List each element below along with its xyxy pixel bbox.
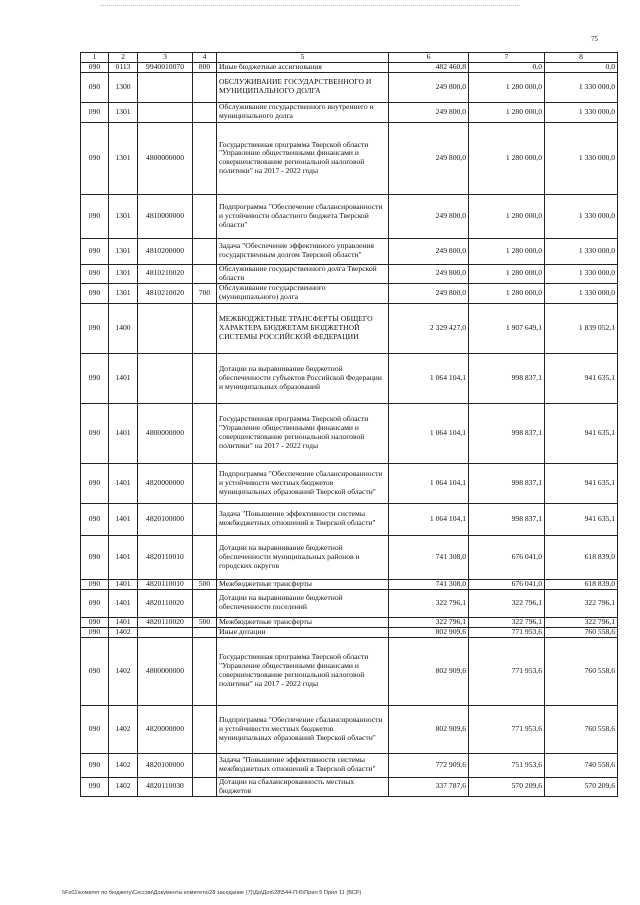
expense-type-cell	[193, 102, 217, 122]
amount-year3-cell: 1 330 000,0	[545, 238, 618, 264]
expense-type-cell: 500	[193, 617, 217, 627]
amount-year2-cell: 1 280 000,0	[469, 283, 545, 303]
table-row	[81, 753, 618, 777]
table-row	[81, 238, 618, 264]
amount-year3-cell: 1 330 000,0	[545, 102, 618, 122]
table-row	[81, 283, 618, 303]
description-cell: Подпрограмма "Обеспечение сбалансированности и устойчивости местных бюджетов муниципальных образований Тверской области"	[217, 705, 389, 753]
amount-year1-cell: 772 909,6	[389, 753, 469, 777]
table-row	[81, 62, 618, 72]
target-article-cell: 4820110020	[138, 589, 193, 617]
amount-year3-cell: 322 796,1	[545, 589, 618, 617]
amount-year2-cell: 1 280 000,0	[469, 194, 545, 238]
description-cell: Иные бюджетные ассигнования	[217, 62, 389, 72]
table-row	[81, 627, 618, 637]
table-row	[81, 102, 618, 122]
budget-table-body	[81, 53, 618, 797]
description-cell: Дотации на выравнивание бюджетной обеспеченности муниципальных районов и городских округов	[217, 535, 389, 579]
section-code-cell: 1401	[109, 535, 138, 579]
table-row	[81, 705, 618, 753]
target-article-cell: 4820000000	[138, 463, 193, 503]
amount-year2-cell: 322 796,1	[469, 617, 545, 627]
section-code-cell: 0113	[109, 62, 138, 72]
section-code-cell: 1402	[109, 705, 138, 753]
target-article-cell	[138, 353, 193, 403]
table-row	[81, 463, 618, 503]
admin-code-cell: 090	[81, 777, 109, 796]
expense-type-cell	[193, 238, 217, 264]
amount-year2-cell: 771 953,6	[469, 627, 545, 637]
description-cell: Дотации на выравнивание бюджетной обеспеченности субъектов Российской Федерации и муниципальных образований	[217, 353, 389, 403]
table-row	[81, 403, 618, 463]
amount-year2-cell: 1 907 649,1	[469, 303, 545, 353]
column-number: 3	[138, 53, 193, 63]
table-row	[81, 303, 618, 353]
amount-year3-cell: 1 330 000,0	[545, 283, 618, 303]
description-cell: Задача "Повышение эффективности системы межбюджетных отношений в Тверской области"	[217, 753, 389, 777]
table-row	[81, 194, 618, 238]
section-code-cell: 1401	[109, 463, 138, 503]
description-cell: Задача "Обеспечение эффективного управления государственным долгом Тверской области"	[217, 238, 389, 264]
amount-year3-cell: 941 635,1	[545, 503, 618, 535]
expense-type-cell	[193, 194, 217, 238]
section-code-cell: 1301	[109, 283, 138, 303]
target-article-cell: 4810000000	[138, 194, 193, 238]
section-code-cell: 1301	[109, 122, 138, 194]
amount-year3-cell: 941 635,1	[545, 463, 618, 503]
amount-year1-cell: 249 800,0	[389, 264, 469, 283]
description-cell: Государственная программа Тверской области "Управление общественными финансами и совершенствование региональной налоговой политики" на 2017 - 2022 годы	[217, 637, 389, 705]
expense-type-cell: 500	[193, 579, 217, 589]
amount-year3-cell: 1 330 000,0	[545, 122, 618, 194]
target-article-cell: 4820100000	[138, 753, 193, 777]
amount-year1-cell: 1 064 104,1	[389, 403, 469, 463]
section-code-cell: 1401	[109, 579, 138, 589]
description-cell: Иные дотации	[217, 627, 389, 637]
amount-year1-cell: 802 909,6	[389, 705, 469, 753]
description-cell: Межбюджетные трансферты	[217, 579, 389, 589]
table-row	[81, 535, 618, 579]
column-number: 4	[193, 53, 217, 63]
admin-code-cell: 090	[81, 72, 109, 102]
expense-type-cell: 700	[193, 283, 217, 303]
amount-year3-cell: 941 635,1	[545, 353, 618, 403]
column-number-row	[81, 53, 618, 63]
admin-code-cell: 090	[81, 753, 109, 777]
amount-year1-cell: 249 800,0	[389, 283, 469, 303]
amount-year3-cell: 0,0	[545, 62, 618, 72]
section-code-cell: 1301	[109, 238, 138, 264]
amount-year1-cell: 802 909,6	[389, 627, 469, 637]
target-article-cell: 4820110030	[138, 777, 193, 796]
expense-type-cell	[193, 264, 217, 283]
admin-code-cell: 090	[81, 62, 109, 72]
section-code-cell: 1402	[109, 627, 138, 637]
expense-type-cell	[193, 589, 217, 617]
expense-type-cell	[193, 503, 217, 535]
section-code-cell: 1301	[109, 194, 138, 238]
amount-year3-cell: 1 330 000,0	[545, 194, 618, 238]
amount-year2-cell: 998 837,1	[469, 503, 545, 535]
description-cell: Задача "Повышение эффективности системы межбюджетных отношений в Тверской области"	[217, 503, 389, 535]
expense-type-cell	[193, 463, 217, 503]
expense-type-cell	[193, 627, 217, 637]
expense-type-cell	[193, 777, 217, 796]
expense-type-cell	[193, 753, 217, 777]
admin-code-cell: 090	[81, 194, 109, 238]
admin-code-cell: 090	[81, 535, 109, 579]
expense-type-cell	[193, 72, 217, 102]
description-cell: МЕЖБЮДЖЕТНЫЕ ТРАНСФЕРТЫ ОБЩЕГО ХАРАКТЕРА БЮДЖЕТАМ БЮДЖЕТНОЙ СИСТЕМЫ РОССИЙСКОЙ ФЕДЕРАЦИИ	[217, 303, 389, 353]
amount-year1-cell: 482 460,8	[389, 62, 469, 72]
description-cell: Дотации на сбалансированность местных бюджетов	[217, 777, 389, 796]
column-number: 1	[81, 53, 109, 63]
admin-code-cell: 090	[81, 102, 109, 122]
admin-code-cell: 090	[81, 283, 109, 303]
admin-code-cell: 090	[81, 264, 109, 283]
admin-code-cell: 090	[81, 617, 109, 627]
section-code-cell: 1401	[109, 353, 138, 403]
table-row	[81, 579, 618, 589]
amount-year2-cell: 1 280 000,0	[469, 72, 545, 102]
amount-year2-cell: 1 280 000,0	[469, 102, 545, 122]
amount-year1-cell: 249 800,0	[389, 72, 469, 102]
admin-code-cell: 090	[81, 503, 109, 535]
column-number: 2	[109, 53, 138, 63]
target-article-cell: 4820110010	[138, 579, 193, 589]
expense-type-cell	[193, 122, 217, 194]
description-cell: Государственная программа Тверской области "Управление общественными финансами и совершенствование региональной налоговой политики" на 2017 - 2022 годы	[217, 122, 389, 194]
expense-type-cell: 800	[193, 62, 217, 72]
section-code-cell: 1300	[109, 72, 138, 102]
admin-code-cell: 090	[81, 122, 109, 194]
scan-artifact-line	[100, 5, 520, 8]
amount-year2-cell: 998 837,1	[469, 403, 545, 463]
description-cell: Обслуживание государственного внутреннего и муниципального долга	[217, 102, 389, 122]
target-article-cell: 4820110020	[138, 617, 193, 627]
amount-year2-cell: 676 041,0	[469, 579, 545, 589]
section-code-cell: 1402	[109, 753, 138, 777]
admin-code-cell: 090	[81, 579, 109, 589]
description-cell: Государственная программа Тверской области "Управление общественными финансами и совершенствование региональной налоговой политики" на 2017 - 2022 годы	[217, 403, 389, 463]
amount-year3-cell: 322 796,1	[545, 617, 618, 627]
amount-year1-cell: 741 308,0	[389, 579, 469, 589]
description-cell: Подпрограмма "Обеспечение сбалансированности и устойчивости местных бюджетов муниципальных образований Тверской области"	[217, 463, 389, 503]
target-article-cell	[138, 102, 193, 122]
column-number: 5	[217, 53, 389, 63]
amount-year1-cell: 249 800,0	[389, 238, 469, 264]
target-article-cell: 4800000000	[138, 637, 193, 705]
section-code-cell: 1401	[109, 617, 138, 627]
amount-year1-cell: 249 800,0	[389, 122, 469, 194]
description-cell: Обслуживание государственного долга Тверской области	[217, 264, 389, 283]
section-code-cell: 1401	[109, 589, 138, 617]
table-row	[81, 637, 618, 705]
amount-year2-cell: 570 209,6	[469, 777, 545, 796]
expense-type-cell	[193, 353, 217, 403]
table-row	[81, 264, 618, 283]
expense-type-cell	[193, 403, 217, 463]
amount-year1-cell: 741 308,0	[389, 535, 469, 579]
admin-code-cell: 090	[81, 589, 109, 617]
amount-year3-cell: 941 635,1	[545, 403, 618, 463]
expense-type-cell	[193, 303, 217, 353]
expense-type-cell	[193, 637, 217, 705]
amount-year3-cell: 1 839 052,1	[545, 303, 618, 353]
target-article-cell: 4820110010	[138, 535, 193, 579]
target-article-cell: 4810210020	[138, 264, 193, 283]
column-number: 8	[545, 53, 618, 63]
description-cell: Межбюджетные трансферты	[217, 617, 389, 627]
section-code-cell: 1402	[109, 637, 138, 705]
amount-year2-cell: 771 953,6	[469, 705, 545, 753]
section-code-cell: 1401	[109, 503, 138, 535]
section-code-cell: 1301	[109, 264, 138, 283]
admin-code-cell: 090	[81, 303, 109, 353]
table-row	[81, 72, 618, 102]
amount-year1-cell: 1 064 104,1	[389, 503, 469, 535]
admin-code-cell: 090	[81, 705, 109, 753]
page-number: 75	[591, 35, 598, 43]
section-code-cell: 1401	[109, 403, 138, 463]
target-article-cell: 4820100000	[138, 503, 193, 535]
amount-year3-cell: 760 558,6	[545, 637, 618, 705]
amount-year3-cell: 570 209,6	[545, 777, 618, 796]
section-code-cell: 1400	[109, 303, 138, 353]
target-article-cell	[138, 72, 193, 102]
target-article-cell	[138, 627, 193, 637]
amount-year1-cell: 249 800,0	[389, 102, 469, 122]
target-article-cell: 4800000000	[138, 122, 193, 194]
table-row	[81, 777, 618, 796]
amount-year1-cell: 1 064 104,1	[389, 353, 469, 403]
amount-year2-cell: 998 837,1	[469, 353, 545, 403]
amount-year2-cell: 1 280 000,0	[469, 238, 545, 264]
amount-year3-cell: 760 558,6	[545, 705, 618, 753]
amount-year2-cell: 1 280 000,0	[469, 122, 545, 194]
amount-year2-cell: 771 953,6	[469, 637, 545, 705]
amount-year1-cell: 249 800,0	[389, 194, 469, 238]
admin-code-cell: 090	[81, 238, 109, 264]
table-row	[81, 353, 618, 403]
amount-year3-cell: 1 330 000,0	[545, 72, 618, 102]
target-article-cell: 4810200000	[138, 238, 193, 264]
expense-type-cell	[193, 535, 217, 579]
amount-year3-cell: 618 839,0	[545, 579, 618, 589]
admin-code-cell: 090	[81, 463, 109, 503]
table-row	[81, 503, 618, 535]
amount-year2-cell: 751 953,6	[469, 753, 545, 777]
amount-year2-cell: 322 796,1	[469, 589, 545, 617]
description-cell: Дотации на выравнивание бюджетной обеспеченности поселений	[217, 589, 389, 617]
target-article-cell: 4810210020	[138, 283, 193, 303]
table-row	[81, 589, 618, 617]
expense-type-cell	[193, 705, 217, 753]
table-row	[81, 122, 618, 194]
table-row	[81, 617, 618, 627]
amount-year1-cell: 337 787,6	[389, 777, 469, 796]
amount-year3-cell: 1 330 000,0	[545, 264, 618, 283]
admin-code-cell: 090	[81, 627, 109, 637]
amount-year1-cell: 1 064 104,1	[389, 463, 469, 503]
admin-code-cell: 090	[81, 353, 109, 403]
description-cell: Подпрограмма "Обеспечение сбалансированности и устойчивости областного бюджета Тверской области"	[217, 194, 389, 238]
target-article-cell: 4800000000	[138, 403, 193, 463]
amount-year3-cell: 760 558,6	[545, 627, 618, 637]
admin-code-cell: 090	[81, 637, 109, 705]
admin-code-cell: 090	[81, 403, 109, 463]
amount-year2-cell: 676 041,0	[469, 535, 545, 579]
amount-year3-cell: 618 839,0	[545, 535, 618, 579]
amount-year2-cell: 998 837,1	[469, 463, 545, 503]
section-code-cell: 1402	[109, 777, 138, 796]
amount-year2-cell: 0,0	[469, 62, 545, 72]
target-article-cell: 9940010070	[138, 62, 193, 72]
column-number: 7	[469, 53, 545, 63]
description-cell: ОБСЛУЖИВАНИЕ ГОСУДАРСТВЕННОГО И МУНИЦИПАЛЬНОГО ДОЛГА	[217, 72, 389, 102]
target-article-cell	[138, 303, 193, 353]
description-cell: Обслуживание государственного (муниципального) долга	[217, 283, 389, 303]
target-article-cell: 4820000000	[138, 705, 193, 753]
amount-year1-cell: 322 796,1	[389, 589, 469, 617]
column-number: 6	[389, 53, 469, 63]
amount-year1-cell: 2 329 427,0	[389, 303, 469, 353]
amount-year1-cell: 802 909,6	[389, 637, 469, 705]
file-path-footer: \\Fs01\комитет по бюджету\Сессии\Документы комитета\28 заседание (7)\Да\Доп\28\544-П-Б\Прил 5 Прил 11 (ВСР)	[62, 890, 362, 896]
amount-year2-cell: 1 280 000,0	[469, 264, 545, 283]
amount-year1-cell: 322 796,1	[389, 617, 469, 627]
section-code-cell: 1301	[109, 102, 138, 122]
budget-table	[80, 52, 618, 797]
amount-year3-cell: 740 558,6	[545, 753, 618, 777]
